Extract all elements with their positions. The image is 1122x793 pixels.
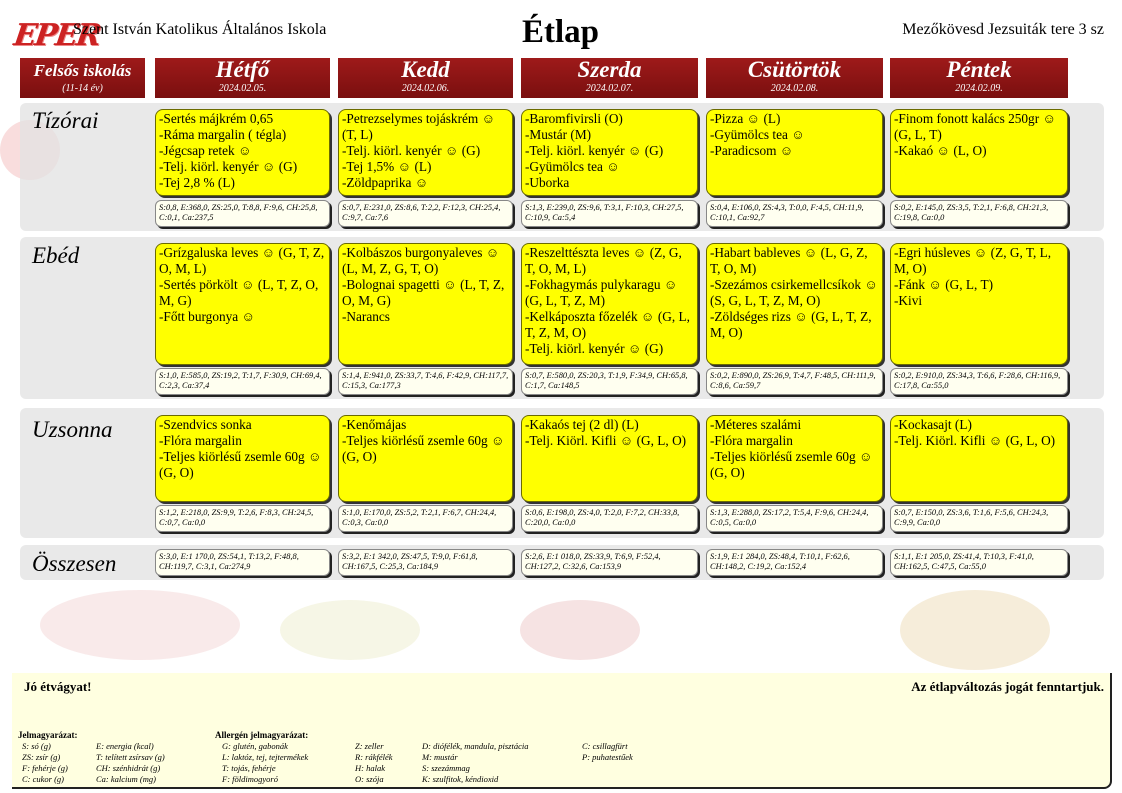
menu-item: -Tej 1,5% ☺ (L): [342, 159, 432, 174]
menu-cell-ebed: [706, 243, 883, 365]
day-header-tuesday: [338, 58, 513, 98]
day-date: 2024.02.05.: [218, 83, 267, 94]
menu-cell-tizorai: [521, 109, 698, 196]
menu-item: -Grízgaluska leves ☺ (G, T, Z, O, M, L): [159, 245, 325, 276]
allergen-item: C: csillagfürt: [582, 741, 628, 751]
menu-item: -Kakaós tej (2 dl) (L): [525, 417, 639, 432]
legend-item: ZS: zsír (g): [22, 752, 61, 762]
menu-item: -Paradicsom ☺: [710, 143, 794, 158]
menu-item: -Tej 2,8 % (L): [159, 175, 235, 190]
menu-item: -Kakaó ☺ (L, O): [894, 143, 987, 158]
row-label-osszesen: Összesen: [32, 551, 117, 576]
allergen-item: D: diófélék, mandula, pisztácia: [422, 741, 529, 751]
nutrition-values: S:0,7, E:231,0, ZS:8,6, T:2,2, F:12,3, CH:25,4, C:9,7, Ca:7,6: [338, 200, 513, 227]
school-address: Mezőkövesd Jezsuiták tere 3 sz: [902, 21, 1104, 38]
allergen-item: G: glutén, gabonák: [222, 741, 288, 751]
allergen-item: R: rákfélék: [355, 752, 393, 762]
total-nutrition-values: S:1,1, E:1 205,0, ZS:41,4, T:10,3, F:41,0, CH:162,5, C:47,5, Ca:55,0: [890, 549, 1068, 576]
background-decoration: [520, 600, 640, 660]
day-name: Szerda: [577, 57, 642, 82]
legend-item: F: fehérje (g): [22, 763, 68, 773]
menu-cell-uzsonna: [338, 415, 513, 502]
allergen-item: P: puhatestűek: [582, 752, 633, 762]
row-label-uzsonna: Uzsonna: [32, 417, 113, 442]
menu-item: -Jégcsap retek ☺: [159, 143, 252, 158]
allergen-item: L: laktóz, tej, tejtermékek: [222, 752, 309, 762]
day-date: 2024.02.08.: [770, 83, 819, 94]
menu-cell-ebed: [521, 243, 698, 365]
allergen-item: Z: zeller: [355, 741, 384, 751]
nutrition-values: S:0,2, E:890,0, ZS:26,9, T:4,7, F:48,5, CH:111,9, C:8,6, Ca:59,7: [706, 368, 883, 395]
grade-age: (11-14 év): [62, 83, 103, 94]
allergen-item: F: földimogyoró: [222, 774, 278, 784]
day-header-thursday: [706, 58, 883, 98]
menu-item: -Szendvics sonka: [159, 417, 252, 432]
nutrition-values: S:0,6, E:198,0, ZS:4,0, T:2,0, F:7,2, CH:33,8, C:20,0, Ca:0,0: [521, 505, 698, 532]
day-name: Péntek: [946, 57, 1012, 82]
menu-item: -Zöldséges rizs ☺ (G, L, T, Z, M, O): [710, 309, 872, 340]
legend-item: S: só (g): [22, 741, 51, 751]
row-label-ebed: Ebéd: [32, 243, 80, 268]
menu-cell-uzsonna: [890, 415, 1068, 502]
grade-header: [20, 58, 145, 98]
day-date: 2024.02.07.: [585, 83, 634, 94]
nutrition-values: S:0,7, E:150,0, ZS:3,6, T:1,6, F:5,6, CH:24,3, C:9,9, Ca:0,0: [890, 505, 1068, 532]
menu-item: -Egri húsleves ☺ (Z, G, T, L, M, O): [894, 245, 1052, 276]
menu-item: -Kelkáposzta főzelék ☺ (G, L, T, Z, M, O): [525, 309, 690, 340]
background-decoration: [280, 600, 420, 660]
allergen-item: S: szezámmag: [422, 763, 470, 773]
day-name: Csütörtök: [747, 57, 842, 82]
allergen-item: K: szulfitok, kéndioxid: [422, 774, 499, 784]
menu-cell-tizorai: [338, 109, 513, 196]
allergen-item: T: tojás, fehérje: [222, 763, 276, 773]
allergen-item: M: mustár: [422, 752, 458, 762]
menu-item: -Gyümölcs tea ☺: [525, 159, 620, 174]
menu-item: -Gyümölcs tea ☺: [710, 127, 805, 142]
menu-item: -Ráma margalin ( tégla): [159, 127, 287, 142]
menu-item: -Sertés pörkölt ☺ (L, T, Z, O, M, G): [159, 277, 319, 308]
school-logo: EPER: [11, 18, 102, 53]
nutrition-values: S:0,2, E:910,0, ZS:34,3, T:6,6, F:28,6, CH:116,9, C:17,8, Ca:55,0: [890, 368, 1068, 395]
day-header-wednesday: [521, 58, 698, 98]
menu-item: -Baromfivirsli (O): [525, 111, 623, 126]
legend-title: Jelmagyarázat:: [18, 730, 78, 740]
menu-item: -Telj. Kiörl. Kifli ☺ (G, L, O): [894, 433, 1056, 448]
menu-item: -Uborka: [525, 175, 570, 190]
menu-item: -Narancs: [342, 309, 390, 324]
legend-item: C: cukor (g): [22, 774, 65, 784]
menu-item: -Zöldpaprika ☺: [342, 175, 429, 190]
menu-cell-tizorai: [155, 109, 330, 196]
day-name: Kedd: [401, 57, 450, 82]
nutrition-values: S:0,2, E:145,0, ZS:3,5, T:2,1, F:6,8, CH:21,3, C:19,8, Ca:0,0: [890, 200, 1068, 227]
total-nutrition-values: S:1,9, E:1 284,0, ZS:48,4, T:10,1, F:62,6, CH:148,2, C:19,2, Ca:152,4: [706, 549, 883, 576]
menu-cell-tizorai: [890, 109, 1068, 196]
menu-item: -Fánk ☺ (G, L, T): [894, 277, 994, 292]
nutrition-values: S:1,0, E:170,0, ZS:5,2, T:2,1, F:6,7, CH:24,4, C:0,3, Ca:0,0: [338, 505, 513, 532]
reserve-note: Az étlapváltozás jogát fenntartjuk.: [911, 679, 1104, 694]
menu-cell-ebed: [338, 243, 513, 365]
nutrition-values: S:1,2, E:218,0, ZS:9,9, T:2,6, F:8,3, CH:24,5, C:0,7, Ca:0,0: [155, 505, 330, 532]
menu-item: -Flóra margalin: [710, 433, 793, 448]
background-decoration: [900, 590, 1050, 670]
menu-item: -Teljes kiörlésű zsemle 60g ☺ (G, O): [159, 449, 322, 480]
menu-item: -Telj. kiörl. kenyér ☺ (G): [525, 341, 664, 356]
menu-item: -Kockasajt (L): [894, 417, 972, 432]
menu-item: -Pizza ☺ (L): [710, 111, 781, 126]
menu-cell-tizorai: [706, 109, 883, 196]
footer-panel: [12, 673, 1112, 789]
menu-item: -Telj. Kiörl. Kifli ☺ (G, L, O): [525, 433, 687, 448]
menu-item: -Méteres szalámi: [710, 417, 802, 432]
menu-item: -Flóra margalin: [159, 433, 242, 448]
menu-cell-uzsonna: [706, 415, 883, 502]
menu-item: -Finom fonott kalács 250gr ☺ (G, L, T): [894, 111, 1057, 142]
allergen-item: H: halak: [355, 763, 385, 773]
menu-cell-uzsonna: [521, 415, 698, 502]
nutrition-values: S:0,8, E:368,0, ZS:25,0, T:8,8, F:9,6, CH:25,8, C:0,1, Ca:237,5: [155, 200, 330, 227]
nutrition-values: S:0,7, E:580,0, ZS:20,3, T:1,9, F:34,9, CH:65,8, C:1,7, Ca:148,5: [521, 368, 698, 395]
menu-item: -Főtt burgonya ☺: [159, 309, 256, 324]
total-nutrition-values: S:2,6, E:1 018,0, ZS:33,9, T:6,9, F:52,4, CH:127,2, C:32,6, Ca:153,9: [521, 549, 698, 576]
menu-item: -Reszelttészta leves ☺ (Z, G, T, O, M, L): [525, 245, 682, 276]
nutrition-values: S:1,3, E:288,0, ZS:17,2, T:5,4, F:9,6, CH:24,4, C:0,5, Ca:0,0: [706, 505, 883, 532]
day-name: Hétfő: [215, 57, 270, 82]
nutrition-values: S:1,4, E:941,0, ZS:33,7, T:4,6, F:42,9, CH:117,7, C:15,3, Ca:177,3: [338, 368, 513, 395]
legend-item: Ca: kalcium (mg): [96, 774, 156, 784]
menu-item: -Telj. kiörl. kenyér ☺ (G): [342, 143, 481, 158]
menu-item: -Szezámos csirkemellcsíkok ☺ (S, G, L, T, Z, M, O): [710, 277, 878, 308]
menu-cell-uzsonna: [155, 415, 330, 502]
menu-item: -Teljes kiörlésű zsemle 60g ☺ (G, O): [710, 449, 873, 480]
legend-item: T: telített zsírsav (g): [96, 752, 165, 762]
menu-cell-ebed: [890, 243, 1068, 365]
total-nutrition-values: S:3,0, E:1 170,0, ZS:54,1, T:13,2, F:48,8, CH:119,7, C:3,1, Ca:274,9: [155, 549, 330, 576]
menu-item: -Teljes kiörlésű zsemle 60g ☺ (G, O): [342, 433, 505, 464]
menu-item: -Telj. kiörl. kenyér ☺ (G): [525, 143, 664, 158]
menu-item: -Kivi: [894, 293, 923, 308]
nutrition-values: S:1,0, E:585,0, ZS:19,2, T:1,7, F:30,9, CH:69,4, C:2,3, Ca:37,4: [155, 368, 330, 395]
menu-item: -Telj. kiörl. kenyér ☺ (G): [159, 159, 298, 174]
menu-item: -Kenőmájas: [342, 417, 407, 432]
allergen-item: O: szója: [355, 774, 384, 784]
menu-item: -Mustár (M): [525, 127, 592, 142]
menu-item: -Bolognai spagetti ☺ (L, T, Z, O, M, G): [342, 277, 505, 308]
grade-label: Felsős iskolás: [33, 61, 132, 80]
nutrition-values: S:0,4, E:106,0, ZS:4,3, T:0,0, F:4,5, CH:11,9, C:10,1, Ca:92,7: [706, 200, 883, 227]
menu-item: -Kolbászos burgonyaleves ☺ (L, M, Z, G, T, O): [342, 245, 500, 276]
day-header-friday: [890, 58, 1068, 98]
background-decoration: [40, 590, 240, 660]
menu-cell-ebed: [155, 243, 330, 365]
menu-item: -Fokhagymás pulykaragu ☺ (G, L, T, Z, M): [525, 277, 678, 308]
menu-item: -Petrezselymes tojáskrém ☺ (T, L): [342, 111, 496, 142]
menu-item: -Sertés májkrém 0,65: [159, 111, 274, 126]
day-date: 2024.02.09.: [955, 83, 1003, 94]
row-label-tizorai: Tízórai: [32, 108, 99, 133]
page-title: Étlap: [522, 14, 600, 50]
allergen-legend-title: Allergén jelmagyarázat:: [215, 730, 309, 740]
menu-item: -Habart bableves ☺ (L, G, Z, T, O, M): [710, 245, 868, 276]
bon-appetit-text: Jó étvágyat!: [24, 679, 92, 694]
legend-item: E: energia (kcal): [96, 741, 154, 751]
total-nutrition-values: S:3,2, E:1 342,0, ZS:47,5, T:9,0, F:61,8, CH:167,5, C:25,3, Ca:184,9: [338, 549, 513, 576]
day-date: 2024.02.06.: [401, 83, 450, 94]
school-name: Szent István Katolikus Általános Iskola: [73, 21, 327, 38]
legend-item: CH: szénhidrát (g): [96, 763, 161, 773]
day-header-monday: [155, 58, 330, 98]
nutrition-values: S:1,3, E:239,0, ZS:9,6, T:3,1, F:10,3, CH:27,5, C:10,9, Ca:5,4: [521, 200, 698, 227]
